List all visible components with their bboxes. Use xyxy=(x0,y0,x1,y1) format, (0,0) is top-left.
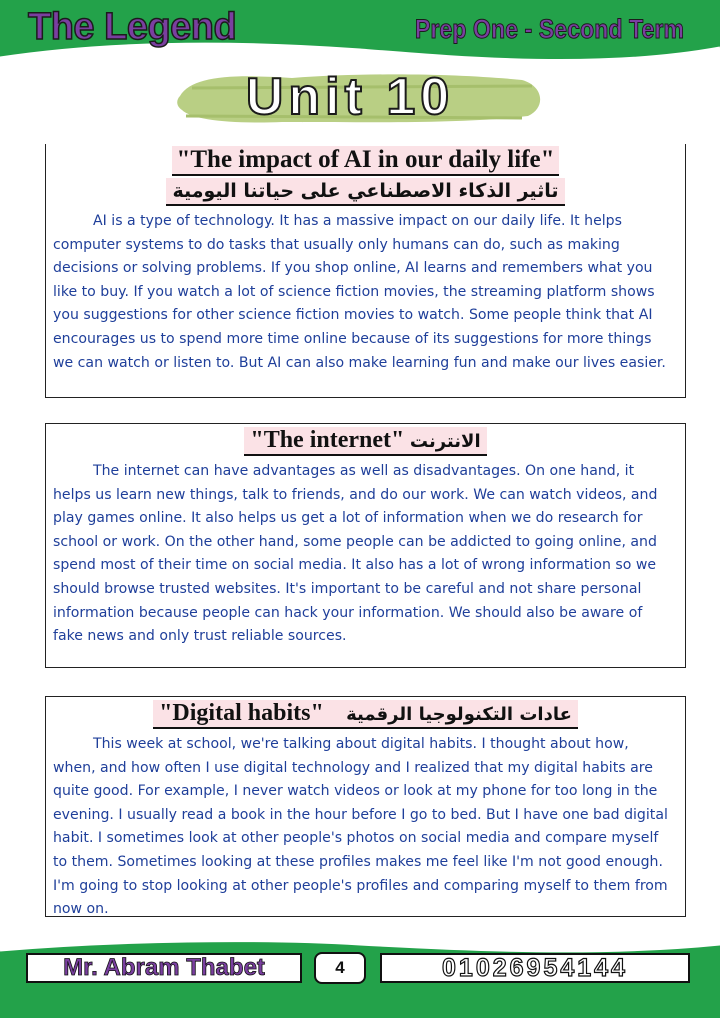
section-heading-en: "The internet" xyxy=(250,427,405,453)
section-heading-en: "The impact of AI in our daily life" xyxy=(172,146,558,176)
page-number: 4 xyxy=(314,952,366,984)
section-heading xyxy=(244,427,486,456)
section-digital-habits xyxy=(45,696,686,917)
section-internet xyxy=(45,423,686,668)
teacher-name: Mr. Abram Thabet xyxy=(26,953,302,983)
phone-number: 01026954144 xyxy=(380,953,690,983)
section-heading-en: "Digital habits" xyxy=(159,700,324,726)
brand-title: The Legend xyxy=(28,6,237,48)
unit-title: Unit 10 xyxy=(245,68,455,126)
section-heading xyxy=(153,700,578,729)
section-paragraph: AI is a type of technology. It has a massive impact on our daily life. It helps computer systems to do tasks that usually only humans can do, such as making decisions or solving problems. If you shop online, AI learns and remembers what you like to buy. If you watch a lot of science fiction movies, the streaming platform shows you suggestions for other science fiction movies to watch. Some people think that AI encourages us to spend more time online because of its suggestions for more things we can watch or listen to. But AI can also make learning fun and make our lives easier. xyxy=(53,213,666,371)
section-heading-ar: تاثير الذكاء الاصطناعي على حياتنا اليومية xyxy=(166,178,564,206)
section-heading-ar: الانترنت xyxy=(409,431,481,452)
section-paragraph: This week at school, we're talking about digital habits. I thought about how, when, and how often I use digital technology and I realized that my digital habits are quite good. For example, I never watch videos or look at my phone for too long in the evening. I usually read a book in the hour before I go to bed. But I have one bad digital habit. I sometimes look at other people's photos on social media and compare myself to them. Sometimes looking at these profiles makes me feel like I'm not good enough. I'm going to stop looking at other people's profiles and comparing myself to them from now on. xyxy=(53,736,668,918)
term-title: Prep One - Second Term xyxy=(414,14,684,44)
section-paragraph: The internet can have advantages as well as disadvantages. On one hand, it helps us learn new things, talk to friends, and do our work. We can watch videos, and play games online. It also helps us get a lot of information when we do research for school or work. On the other hand, some people can be addicted to going online, and spend most of their time on social media. It also has a lot of wrong information so we should browse trusted websites. It's important to be careful and not share personal information because people can hack your information. We should also be aware of fake news and only trust reliable sources. xyxy=(53,463,658,645)
section-ai-impact xyxy=(45,144,686,398)
section-heading-ar: عادات التكنولوجيا الرقمية xyxy=(346,704,572,725)
